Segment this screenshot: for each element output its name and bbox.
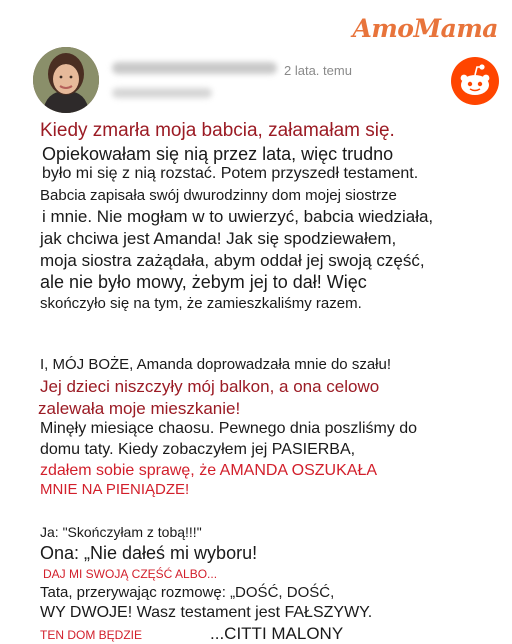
post-line: Ona: „Nie dałeś mi wyboru! (40, 543, 258, 563)
post-line: TEN DOM BĘDZIE (40, 628, 143, 642)
avatar[interactable] (33, 47, 99, 113)
post-line: MNIE NA PIENIĄDZE! (40, 481, 190, 498)
post-line: Minęły miesiące chaosu. Pewnego dnia poszliśmy do (40, 420, 418, 437)
post-line: WY DWOJE! Wasz testament jest FAŁSZYWY. (40, 604, 373, 621)
post-line: było mi się z nią rozstać. Potem przyszedł testament. (42, 165, 419, 182)
post-line: ale nie było mowy, żebym jej to dał! Więc (40, 272, 367, 292)
post-subtitle (112, 88, 212, 98)
post-line: zalewała moje mieszkanie! (38, 399, 241, 418)
post-timestamp: 2 lata. temu (284, 63, 352, 78)
avatar-portrait-icon (33, 47, 99, 113)
reddit-icon (450, 56, 500, 106)
post-line: Ja: "Skończyłam z tobą!!!" (40, 524, 202, 540)
post-line: Tata, przerywając rozmowę: „DOŚĆ, DOŚĆ, (40, 584, 335, 601)
post-line: moja siostra zażądała, abym oddał jej swoją część, (40, 251, 425, 270)
post-line: Jej dzieci niszczyły mój balkon, a ona celowo (40, 377, 380, 396)
username[interactable] (112, 62, 277, 74)
post-line: skończyło się na tym, że zamieszkaliśmy razem. (40, 295, 362, 312)
post-line: DAJ MI SWOJĄ CZĘŚĆ ALBO... (43, 567, 218, 581)
post-line: jak chciwa jest Amanda! Jak się spodziewałem, (40, 229, 397, 248)
post-line: domu taty. Kiedy zobaczyłem jej PASIERBA, (40, 441, 356, 458)
post-line: Babcia zapisała swój dwurodzinny dom mojej siostrze (40, 187, 397, 204)
post-line: Opiekowałam się nią przez lata, więc trudno (42, 144, 394, 164)
post-line: i mnie. Nie mogłam w to uwierzyć, babcia wiedziała, (42, 207, 434, 226)
post-line: Kiedy zmarła moja babcia, załamałam się. (40, 120, 395, 141)
post-line: I, MÓJ BOŻE, Amanda doprowadzała mnie do szału! (40, 356, 391, 373)
post-line: ...CITTI MALONY (210, 624, 344, 643)
post-line: zdałem sobie sprawę, że AMANDA OSZUKAŁA (40, 462, 378, 479)
amomama-logo: AmoMama (352, 14, 498, 43)
